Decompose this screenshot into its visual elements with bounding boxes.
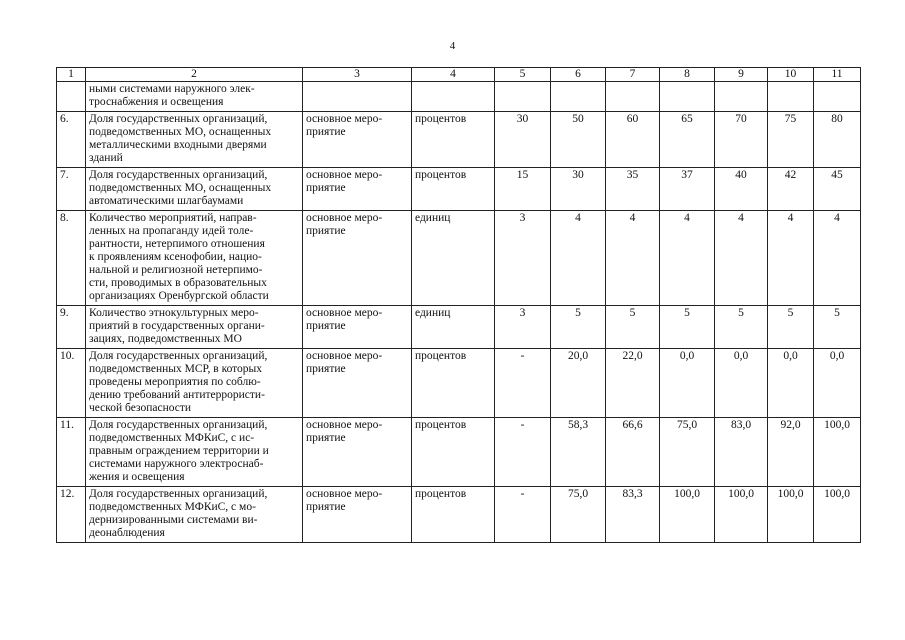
cell-value: 75,0	[660, 418, 715, 487]
cell-type: основное меро- приятие	[303, 349, 412, 418]
cell-value: 66,6	[606, 418, 660, 487]
column-header: 5	[495, 68, 551, 82]
cell-value: 45	[814, 168, 861, 211]
cell-type: основное меро- приятие	[303, 306, 412, 349]
cell-value: 92,0	[768, 418, 814, 487]
cell-unit: единиц	[412, 211, 495, 306]
table-row	[57, 349, 861, 418]
column-header: 9	[715, 68, 768, 82]
cell-value: 100,0	[814, 487, 861, 543]
cell-value: 83,0	[715, 418, 768, 487]
cell-unit: процентов	[412, 168, 495, 211]
table-row	[57, 168, 861, 211]
cell-indicator-name: Доля государственных организаций, подведомственных МФКиС, с ис- правным ограждением территории и системами наружного электроснаб- жения и освещения	[86, 418, 303, 487]
cell-value: 0,0	[814, 349, 861, 418]
cell-value: 4	[768, 211, 814, 306]
cell-value: 5	[660, 306, 715, 349]
cell-value: 70	[715, 112, 768, 168]
column-header: 6	[551, 68, 606, 82]
cell-value: 5	[715, 306, 768, 349]
cell-value: 30	[495, 112, 551, 168]
cell-indicator-name: Доля государственных организаций, подведомственных МФКиС, с мо- дернизированными системами ви- деонаблюдения	[86, 487, 303, 543]
cell-value: 80	[814, 112, 861, 168]
cell-value: -	[495, 418, 551, 487]
cell-value: 0,0	[715, 349, 768, 418]
cell-number: 6.	[57, 112, 86, 168]
cell-unit: процентов	[412, 418, 495, 487]
table-row	[57, 112, 861, 168]
indicators-table	[56, 67, 861, 543]
cell-value: 5	[768, 306, 814, 349]
cell-type: основное меро- приятие	[303, 168, 412, 211]
table-row	[57, 306, 861, 349]
cell-value: 20,0	[551, 349, 606, 418]
cell-value: 50	[551, 112, 606, 168]
cell-type: основное меро- приятие	[303, 211, 412, 306]
cell-number: 9.	[57, 306, 86, 349]
cell-indicator-name: Доля государственных организаций, подведомственных МСР, в которых проведены мероприятия по соблю- дению требований антитеррористи- ческой безопасности	[86, 349, 303, 418]
cell-value: 15	[495, 168, 551, 211]
cell-unit: процентов	[412, 487, 495, 543]
table-header-row	[57, 68, 861, 82]
cell-number	[57, 82, 86, 112]
cell-value: 5	[551, 306, 606, 349]
column-header: 7	[606, 68, 660, 82]
table-row-continuation	[57, 82, 861, 112]
cell-value: 5	[606, 306, 660, 349]
cell-value: 75	[768, 112, 814, 168]
cell-value: 4	[551, 211, 606, 306]
cell-number: 12.	[57, 487, 86, 543]
cell-indicator-name: Количество мероприятий, направ- ленных на пропаганду идей толе- рантности, нетерпимого отношения к проявлениям ксенофобии, нацио- нальной и религиозной нетерпимо- сти, проводимых в образовательных организациях Оренбургской области	[86, 211, 303, 306]
column-header: 4	[412, 68, 495, 82]
cell-value: 30	[551, 168, 606, 211]
cell-type: основное меро- приятие	[303, 112, 412, 168]
cell-number: 7.	[57, 168, 86, 211]
cell-value: 65	[660, 112, 715, 168]
cell-value: 58,3	[551, 418, 606, 487]
cell-value	[606, 82, 660, 112]
cell-value: 42	[768, 168, 814, 211]
cell-value	[551, 82, 606, 112]
column-header: 2	[86, 68, 303, 82]
cell-value: -	[495, 487, 551, 543]
column-header: 8	[660, 68, 715, 82]
column-header: 10	[768, 68, 814, 82]
cell-value: 100,0	[660, 487, 715, 543]
cell-indicator-name: ными системами наружного элек- троснабжения и освещения	[86, 82, 303, 112]
cell-value: 4	[814, 211, 861, 306]
cell-value: 0,0	[768, 349, 814, 418]
cell-value: 4	[715, 211, 768, 306]
cell-type: основное меро- приятие	[303, 487, 412, 543]
cell-indicator-name: Количество этнокультурных меро- приятий в государственных органи- зациях, подведомственных МО	[86, 306, 303, 349]
cell-type	[303, 82, 412, 112]
cell-value: 37	[660, 168, 715, 211]
cell-value: 3	[495, 211, 551, 306]
table-row	[57, 211, 861, 306]
cell-value: 75,0	[551, 487, 606, 543]
cell-value: -	[495, 349, 551, 418]
cell-unit	[412, 82, 495, 112]
cell-indicator-name: Доля государственных организаций, подведомственных МО, оснащенных металлическими входными дверями зданий	[86, 112, 303, 168]
cell-value: 35	[606, 168, 660, 211]
cell-value	[660, 82, 715, 112]
cell-value: 83,3	[606, 487, 660, 543]
cell-value	[715, 82, 768, 112]
cell-unit: единиц	[412, 306, 495, 349]
cell-value: 60	[606, 112, 660, 168]
cell-value: 4	[660, 211, 715, 306]
column-header: 1	[57, 68, 86, 82]
cell-value: 0,0	[660, 349, 715, 418]
cell-value: 5	[814, 306, 861, 349]
cell-value: 100,0	[715, 487, 768, 543]
table-row	[57, 418, 861, 487]
page-number: 4	[449, 40, 456, 52]
cell-value: 100,0	[768, 487, 814, 543]
cell-number: 10.	[57, 349, 86, 418]
cell-number: 8.	[57, 211, 86, 306]
cell-value	[814, 82, 861, 112]
cell-value: 40	[715, 168, 768, 211]
column-header: 11	[814, 68, 861, 82]
cell-value	[495, 82, 551, 112]
table-row	[57, 487, 861, 543]
cell-value: 100,0	[814, 418, 861, 487]
cell-value: 22,0	[606, 349, 660, 418]
cell-value: 4	[606, 211, 660, 306]
cell-value: 3	[495, 306, 551, 349]
cell-number: 11.	[57, 418, 86, 487]
cell-unit: процентов	[412, 349, 495, 418]
cell-unit: процентов	[412, 112, 495, 168]
cell-indicator-name: Доля государственных организаций, подведомственных МО, оснащенных автоматическими шлагбаумами	[86, 168, 303, 211]
cell-value	[768, 82, 814, 112]
cell-type: основное меро- приятие	[303, 418, 412, 487]
column-header: 3	[303, 68, 412, 82]
